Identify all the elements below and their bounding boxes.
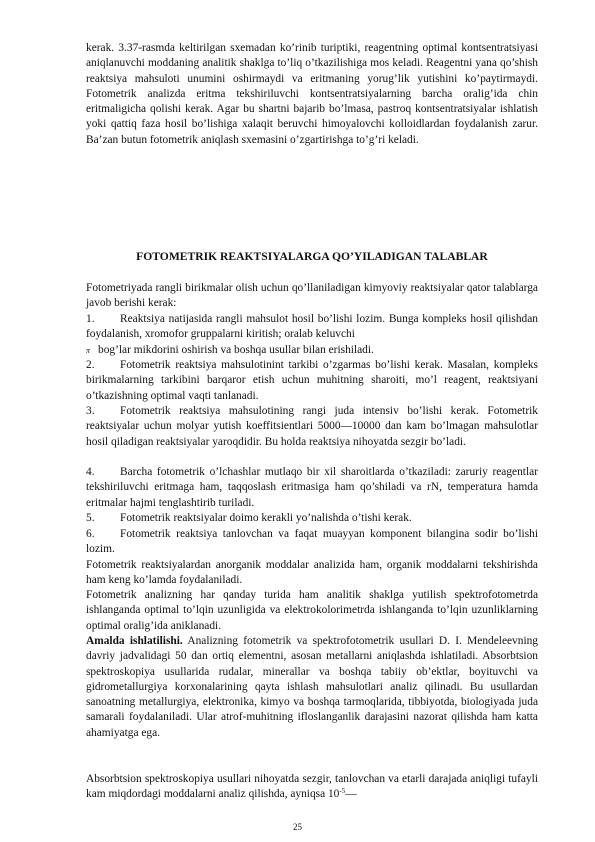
absorption-text: Absorbtsion spektroskopiya usullari nihoyatda sezgir, tanlovchan va etarli darajada aniqligi tufayli kam miqdordagi moddalarni analiz qilishda, ayniqsa 10 — [86, 773, 538, 801]
paragraph-absorption — [86, 772, 538, 803]
list-item-text: Fotometrik reaktsiyalar doimo kerakli yo’nalishda o’tishi kerak. — [120, 512, 412, 524]
page-number: 25 — [293, 822, 302, 832]
list-item-4 — [86, 465, 538, 511]
pi-symbol: π — [86, 345, 91, 355]
list-item-1 — [86, 312, 538, 358]
paragraph-practical-use — [86, 634, 538, 741]
practical-use-text: Analizning fotometrik va spektrofotometrik usullari D. I. Mendeleevning davriy jadvalidagi 50 dan ortiq elementni, asosan metallarni aniqlashda ishlatiladi. Absorbtsion spektroskopiya usullarida rudalar, minerallar va boshqa tabiiy ob’ektlar, boyituvchi va gidrometallurgiya korxonalarining qayta ishlash mahsulotlari analiz qilinadi. Bu usullardan sanoatning metallurgiya, elektronika, kimyo va boshqa tarmoqlarida, tibbiyotda, biologiyada juda samarali foydalaniladi. Ular atrof-muhitning ifloslanganlik darajasini nazorat qilishda ham katta ahamiyatga ega. — [86, 635, 538, 739]
paragraph-requirements-intro — [86, 281, 538, 312]
list-number: 4. — [86, 466, 95, 478]
list-number: 2. — [86, 359, 95, 371]
paragraph-wavelength: Fotometrik analizning har qanday turida ham analitik shaklga yutilish spektrofotometrda ishlanganda optimal to’lqin uzunligida va elektrokolorimetrda ishlanganda to’lqin uzunliklarning optimal oralig’ida aniklanadi. — [86, 589, 538, 632]
list-item-2 — [86, 358, 538, 404]
list-number: 3. — [86, 405, 95, 417]
list-item-text: Fotometrik reaktsiya tanlovchan va faqat muayyan komponent bilangina sodir bo’lishi lozim. — [86, 528, 538, 556]
list-number: 6. — [86, 528, 95, 540]
list-item-text: Barcha fotometrik o’lchashlar mutlaqo bir xil sharoitlarda o’tkaziladi: zaruriy reagentlar tekshiriluvchi eritmaga ham, taqqoslash eritmasiga ham qo’shiladi va rN, temperatura hamda eritmalar hajmi tenglashtirib turiladi. — [86, 466, 538, 509]
list-number: 1. — [86, 313, 95, 325]
section-heading: FOTOMETRIK REAKTSIYALARGA QO’YILADIGAN TALABLAR — [136, 250, 488, 263]
practical-use-title: Amalda ishlatilishi. — [86, 635, 183, 647]
list-item-continuation: bog’lar mikdorini oshirish va boshqa usullar bilan erishiladi. — [98, 343, 374, 356]
list-item-6 — [86, 527, 538, 558]
list-number: 5. — [86, 512, 95, 524]
list-item-5 — [86, 511, 538, 526]
list-item-3 — [86, 404, 538, 450]
list-item-text: Reaktsiya natijasida rangli mahsulot hosil bo’lishi lozim. Bunga kompleks hosil qilishdan foydalanish, xromofor gruppalarni kiritish; oralab keluvchi — [86, 313, 538, 341]
requirements-intro-text: Fotometriyada rangli birikmalar olish uchun qo’llaniladigan kimyoviy reaktsiyalar qator talablarga javob berishi kerak: — [86, 282, 538, 310]
paragraph-inorganic-organic: Fotometrik reaktsiyalardan anorganik moddalar analizida ham, organik moddalarni tekshirishda ham keng ko’lamda foydalaniladi. — [86, 559, 538, 587]
list-item-text: Fotometrik reaktsiya mahsulotining rangi juda intensiv bo’lishi kerak. Fotometrik reaktsiyalar uchun molyar yutish koeffitsientlari 5000—10000 dan kam bo’lmagan mahsulotlar hosil qiladigan reaktsiyalar yaroqdidir. Bu holda reaktsiya nihoyatda sezgir bo’ladi. — [86, 405, 538, 448]
list-item-text: Fotometrik reaktsiya mahsulotinint tarkibi o’zgarmas bo’lishi kerak. Masalan, kompleks birikmalarning tarkibini barqaror etish uchun muhitning sharoiti, mo’l reagent, reaktsiyani o’tkazishning optimal vaqti tanlanadi. — [86, 359, 538, 402]
paragraph-intro: kerak. 3.37-rasmda keltirilgan sxemadan ko’rinib turiptiki, reagentning optimal kontsentratsiyasi aniqlanuvchi moddaning analitik shaklga to’liq o’tkazilishiga mos keladi. Reagentni yana qo’shish reaktsiya mahsuloti unumini oshirmaydi va eritmaning yorug’lik yutishini ko’paytirmaydi. Fotometrik analizda eritma tekshiriluvchi kontsentratsiyalarning barcha oralig’ida chin eritmaligicha qolishi kerak. Agar bu shartni bajarib bo’lmasa, pastroq kontsentratsiyalar ishlatish yoki qattiq faza hosil bo’lishiga xalaqit beruvchi himoyalovchi kolloidlardan foydalanish zarur. Ba’zan butun fotometrik aniqlash sxemasini o’zgartirishga to’g’ri keladi. — [86, 42, 538, 146]
dash: — — [345, 788, 357, 801]
exponent: -5 — [339, 787, 346, 796]
